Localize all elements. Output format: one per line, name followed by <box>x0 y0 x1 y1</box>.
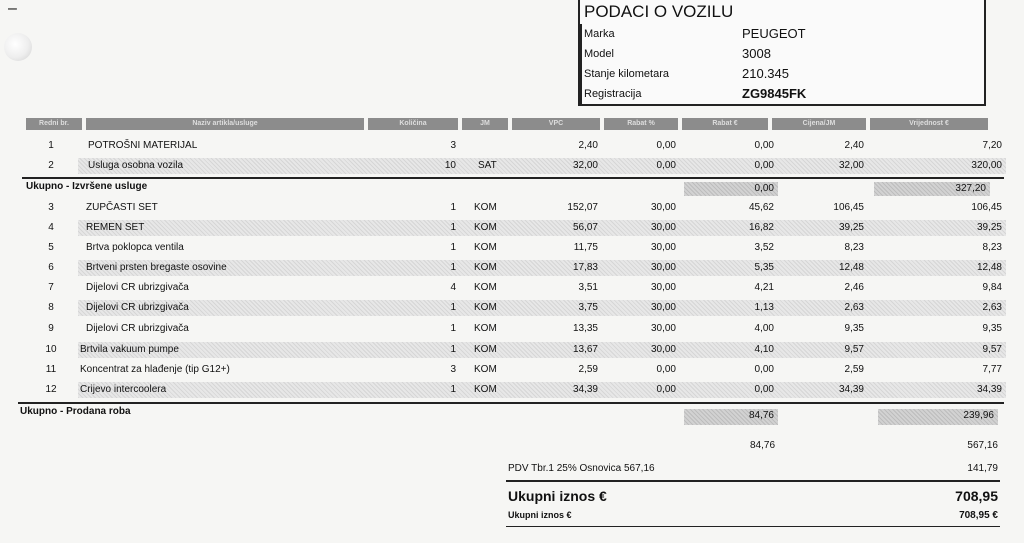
col-header-qty: Količina <box>368 118 458 130</box>
item-name: Usluga osobna vozila <box>88 160 184 171</box>
item-name: Dijelovi CR ubrizgivača <box>86 302 189 313</box>
rabat-sum: 84,76 <box>750 440 776 451</box>
item-rabat-pct: 30,00 <box>650 282 676 293</box>
item-rabat-eur: 0,00 <box>754 364 774 375</box>
col-header-rabat-pct: Rabat % <box>604 118 678 130</box>
item-value: 106,45 <box>971 202 1002 213</box>
item-name: Koncentrat za hlađenje (tip G12+) <box>80 364 230 375</box>
item-unit: KOM <box>474 242 497 253</box>
item-vpc: 13,67 <box>572 344 598 355</box>
item-name: Dijelovi CR ubrizgivača <box>86 282 189 293</box>
table-row <box>20 136 1002 156</box>
item-price: 2,46 <box>844 282 864 293</box>
item-qty: 1 <box>450 384 456 395</box>
item-qty: 1 <box>450 323 456 334</box>
col-header-jm: JM <box>462 118 508 130</box>
item-name: Brtva poklopca ventila <box>86 242 184 253</box>
table-row <box>20 218 1002 238</box>
item-name: ZUPČASTI SET <box>86 202 158 213</box>
grand-total-label-small: Ukupni iznos € <box>508 510 572 520</box>
item-name: Brtveni prsten bregaste osovine <box>86 262 227 273</box>
col-header-value: Vrijednost € <box>870 118 988 130</box>
item-rabat-eur: 4,10 <box>754 344 774 355</box>
services-subtotal-value: 327,20 <box>874 182 990 196</box>
item-rabat-pct: 30,00 <box>650 302 676 313</box>
vehicle-value: 3008 <box>742 46 771 61</box>
item-unit: SAT <box>478 160 497 171</box>
col-header-price: Cijena/JM <box>772 118 866 130</box>
table-row <box>20 156 1002 176</box>
vehicle-label: Model <box>584 48 614 60</box>
item-price: 39,25 <box>838 222 864 233</box>
table-row <box>20 340 1002 360</box>
item-unit: KOM <box>474 323 497 334</box>
vehicle-value: PEUGEOT <box>742 26 806 41</box>
item-value: 8,23 <box>982 242 1002 253</box>
item-qty: 1 <box>450 302 456 313</box>
item-unit: KOM <box>474 202 497 213</box>
item-rabat-eur: 45,62 <box>748 202 774 213</box>
item-vpc: 152,07 <box>567 202 598 213</box>
item-price: 9,57 <box>844 344 864 355</box>
item-price: 106,45 <box>833 202 864 213</box>
item-rabat-pct: 30,00 <box>650 222 676 233</box>
table-row <box>20 198 1002 218</box>
item-vpc: 2,40 <box>578 140 598 151</box>
item-rabat-pct: 30,00 <box>650 344 676 355</box>
item-vpc: 3,51 <box>578 282 598 293</box>
table-row <box>20 298 1002 318</box>
goods-subtotal-value: 239,96 <box>878 409 998 425</box>
item-rabat-pct: 0,00 <box>656 160 676 171</box>
item-unit: KOM <box>474 282 497 293</box>
item-qty: 1 <box>450 222 456 233</box>
item-rabat-pct: 30,00 <box>650 242 676 253</box>
table-row <box>20 319 1002 339</box>
item-value: 9,84 <box>982 282 1002 293</box>
vehicle-value: 210.345 <box>742 66 789 81</box>
item-qty: 1 <box>450 202 456 213</box>
item-rabat-eur: 3,52 <box>754 242 774 253</box>
vat-label: PDV Tbr.1 25% Osnovica 567,16 <box>508 463 655 474</box>
item-rabat-eur: 1,13 <box>754 302 774 313</box>
table-row <box>20 278 1002 298</box>
item-name: Dijelovi CR ubrizgivača <box>86 323 189 334</box>
item-price: 2,63 <box>844 302 864 313</box>
goods-subtotal-label: Ukupno - Prodana roba <box>20 406 131 417</box>
item-value: 34,39 <box>976 384 1002 395</box>
item-unit: KOM <box>474 302 497 313</box>
vehicle-label: Marka <box>584 28 615 40</box>
row-number: 1 <box>48 140 54 151</box>
item-vpc: 13,35 <box>572 323 598 334</box>
base-sum: 567,16 <box>967 440 998 451</box>
col-header-vpc: VPC <box>512 118 600 130</box>
table-row <box>20 238 1002 258</box>
item-vpc: 34,39 <box>572 384 598 395</box>
goods-subtotal-rabat: 84,76 <box>684 409 778 425</box>
row-number: 12 <box>45 384 57 395</box>
row-number: 11 <box>45 364 57 375</box>
item-vpc: 17,83 <box>572 262 598 273</box>
section-divider <box>18 402 1004 404</box>
item-value: 7,77 <box>982 364 1002 375</box>
grand-total-value-small: 708,95 € <box>959 510 998 521</box>
item-rabat-pct: 0,00 <box>656 384 676 395</box>
col-header-name: Naziv artikla/usluge <box>86 118 364 130</box>
vehicle-label: Stanje kilometara <box>584 68 669 80</box>
item-value: 9,57 <box>982 344 1002 355</box>
item-vpc: 11,75 <box>573 242 598 253</box>
item-rabat-eur: 0,00 <box>754 384 774 395</box>
row-number: 6 <box>48 262 54 273</box>
item-price: 2,59 <box>844 364 864 375</box>
item-vpc: 3,75 <box>578 302 598 313</box>
item-name: REMEN SET <box>86 222 145 233</box>
item-qty: 1 <box>450 262 456 273</box>
item-rabat-eur: 5,35 <box>754 262 774 273</box>
item-rabat-pct: 0,00 <box>656 140 676 151</box>
vehicle-field-model <box>580 44 984 64</box>
item-unit: KOM <box>474 222 497 233</box>
item-value: 39,25 <box>976 222 1002 233</box>
totals-divider <box>506 480 1000 482</box>
item-price: 32,00 <box>838 160 864 171</box>
item-rabat-pct: 30,00 <box>650 323 676 334</box>
row-number: 4 <box>48 222 54 233</box>
item-qty: 4 <box>450 282 456 293</box>
services-subtotal-rabat: 0,00 <box>684 182 778 196</box>
grand-total-label: Ukupni iznos € <box>508 488 607 504</box>
item-value: 9,35 <box>982 323 1002 334</box>
item-qty: 1 <box>450 344 456 355</box>
item-vpc: 32,00 <box>572 160 598 171</box>
item-rabat-pct: 30,00 <box>650 262 676 273</box>
item-rabat-pct: 30,00 <box>650 202 676 213</box>
item-qty: 3 <box>450 140 456 151</box>
punch-hole <box>4 33 32 61</box>
item-rabat-eur: 16,82 <box>748 222 774 233</box>
totals-bottom-rule <box>506 526 1000 527</box>
vat-value: 141,79 <box>967 463 998 474</box>
item-rabat-eur: 0,00 <box>754 160 774 171</box>
vehicle-field-registration <box>580 84 984 104</box>
item-value: 320,00 <box>971 160 1002 171</box>
item-price: 2,40 <box>844 140 864 151</box>
row-number: 8 <box>48 302 54 313</box>
table-row <box>20 258 1002 278</box>
col-header-no: Redni br. <box>26 118 82 130</box>
item-unit: KOM <box>474 262 497 273</box>
item-rabat-eur: 4,00 <box>754 323 774 334</box>
services-subtotal-label: Ukupno - Izvršene usluge <box>26 181 148 192</box>
vehicle-value: ZG9845FK <box>742 86 807 101</box>
item-unit: KOM <box>474 364 497 375</box>
item-rabat-eur: 0,00 <box>754 140 774 151</box>
item-vpc: 56,07 <box>572 222 598 233</box>
row-number: 9 <box>48 323 54 334</box>
corner-dash: – <box>8 0 17 17</box>
item-qty: 10 <box>444 160 456 171</box>
item-qty: 1 <box>450 242 456 253</box>
vehicle-field-km <box>580 64 984 84</box>
row-number: 7 <box>48 282 54 293</box>
row-number: 2 <box>48 160 54 171</box>
item-vpc: 2,59 <box>578 364 598 375</box>
item-price: 9,35 <box>844 323 864 334</box>
item-rabat-eur: 4,21 <box>754 282 774 293</box>
table-row <box>20 380 1002 400</box>
item-name: Brtvila vakuum pumpe <box>80 344 179 355</box>
item-value: 12,48 <box>976 262 1002 273</box>
vehicle-label: Registracija <box>584 88 642 100</box>
item-value: 2,63 <box>982 302 1002 313</box>
row-number: 5 <box>48 242 54 253</box>
item-qty: 3 <box>450 364 456 375</box>
vehicle-field-marka <box>580 24 984 44</box>
item-rabat-pct: 0,00 <box>656 364 676 375</box>
item-price: 8,23 <box>844 242 864 253</box>
item-price: 12,48 <box>838 262 864 273</box>
row-number: 10 <box>45 344 57 355</box>
item-unit: KOM <box>474 344 497 355</box>
item-price: 34,39 <box>838 384 864 395</box>
col-header-rabat-eur: Rabat € <box>682 118 768 130</box>
item-name: POTROŠNI MATERIJAL <box>88 140 198 151</box>
item-value: 7,20 <box>982 140 1002 151</box>
section-divider <box>22 177 1004 179</box>
vehicle-info-box <box>578 0 986 106</box>
table-row <box>20 360 1002 380</box>
row-number: 3 <box>48 202 54 213</box>
item-unit: KOM <box>474 384 497 395</box>
grand-total-value: 708,95 <box>955 488 998 504</box>
vehicle-box-title: PODACI O VOZILU <box>584 2 734 21</box>
item-name: Crijevo intercoolera <box>80 384 167 395</box>
